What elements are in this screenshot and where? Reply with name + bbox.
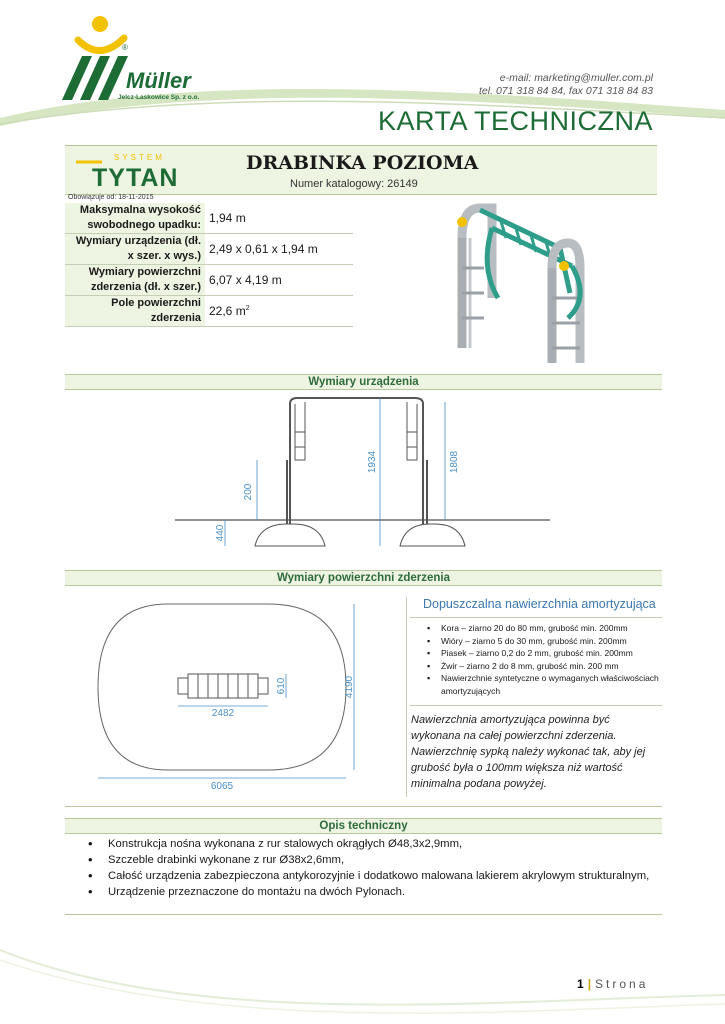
description-list bbox=[88, 836, 668, 900]
specs-table bbox=[65, 203, 353, 327]
list-item: ▪ Kora – ziarno 20 do 80 mm, grubość min. 200mm bbox=[427, 622, 667, 635]
list-item: • Całość urządzenia zabezpieczona antykorozyjnie i dodatkowo malowana lakierem akrylowym strukturalnym, bbox=[88, 868, 668, 884]
spec-row bbox=[65, 265, 353, 296]
product-render bbox=[440, 198, 600, 368]
product-name: DRABINKA POZIOMA bbox=[246, 152, 479, 174]
spec-row bbox=[65, 234, 353, 265]
spec-label: Pole powierzchni zderzenia bbox=[65, 296, 205, 327]
spec-row bbox=[65, 203, 353, 234]
svg-text:SYSTEM: SYSTEM bbox=[114, 153, 165, 162]
divider bbox=[410, 705, 662, 706]
list-item: • Konstrukcja nośna wykonana z rur stalowych okrągłych Ø48,3x2,9mm, bbox=[88, 836, 668, 852]
catalog-number bbox=[290, 178, 418, 190]
brand-subtitle: Jelcz-Laskowice Sp. z o.o. bbox=[118, 94, 200, 101]
spec-value: 6,07 x 4,19 m bbox=[205, 265, 353, 296]
dim-area-length: 6065 bbox=[210, 781, 234, 792]
dim-device-length: 2482 bbox=[211, 708, 235, 719]
valid-from: Obowiązuje od: 18-11-2015 bbox=[68, 194, 154, 201]
brand-name: Müller bbox=[126, 68, 191, 93]
dim-area-height: 4190 bbox=[344, 675, 355, 699]
spec-label: Wymiary urządzenia (dł. x szer. x wys.) bbox=[65, 234, 205, 265]
spec-label: Wymiary powierzchni zderzenia (dł. x szer.) bbox=[65, 265, 205, 296]
spec-label: Maksymalna wysokość swobodnego upadku: bbox=[65, 203, 205, 234]
list-item: • Urządzenie przeznaczone do montażu na dwóch Pylonach. bbox=[88, 884, 668, 900]
spec-row bbox=[65, 296, 353, 327]
dim-device-width: 610 bbox=[276, 677, 287, 695]
surface-note: Nawierzchnia amortyzująca powinna być wykonana na całej powierzchni zderzenia. Nawierzchnię sypką należy wykonać tak, aby jej grubość była o 100mm większa niż wartość minimalna podana powyżej. bbox=[411, 714, 646, 790]
registered-mark: ® bbox=[122, 43, 128, 52]
contact-phone: tel. 071 318 84 84, fax 071 318 84 83 bbox=[479, 85, 653, 97]
contact-email: e-mail: marketing@muller.com.pl bbox=[499, 72, 653, 84]
list-item: ▪ Nawierzchnie syntetyczne o wymaganych właściwościach amortyzujących bbox=[427, 672, 667, 697]
list-item: ▪ Piasek – ziarno 0,2 do 2 mm, grubość min. 200mm bbox=[427, 647, 667, 660]
surface-title: Dopuszczalna nawierzchnia amortyzująca bbox=[423, 597, 656, 611]
divider bbox=[406, 597, 407, 797]
divider bbox=[65, 914, 662, 915]
document-title: KARTA TECHNICZNA bbox=[377, 106, 653, 136]
page-number: 1 bbox=[577, 977, 584, 991]
page-footer bbox=[577, 977, 648, 991]
dim-height-total: 1934 bbox=[367, 450, 378, 474]
surface-list bbox=[427, 622, 667, 697]
tytan-logo bbox=[72, 148, 192, 190]
spec-value: 22,6 $m^2$ bbox=[205, 296, 353, 327]
list-item: • Szczeble drabinki wykonane z rur Ø38x2,6mm, bbox=[88, 852, 668, 868]
svg-text:TYTAN: TYTAN bbox=[92, 164, 179, 190]
footer-separator: | bbox=[587, 977, 592, 991]
elevation-drawing bbox=[175, 392, 550, 552]
list-item: ▪ Żwir – ziarno 2 do 8 mm, grubość min. 200 mm bbox=[427, 660, 667, 673]
section-dimensions: Wymiary urządzenia bbox=[65, 374, 662, 390]
muller-logo bbox=[62, 16, 128, 100]
catalog-label: Numer katalogowy: bbox=[290, 178, 385, 190]
spec-value: 1,94 m bbox=[205, 203, 353, 234]
dim-height-side: 1808 bbox=[449, 450, 460, 474]
divider bbox=[410, 617, 662, 618]
dim-depth: 440 bbox=[215, 524, 226, 542]
section-description: Opis techniczny bbox=[65, 818, 662, 834]
section-impact-area: Wymiary powierzchni zderzenia bbox=[65, 570, 662, 586]
catalog-value: 26149 bbox=[387, 178, 418, 190]
plan-drawing bbox=[88, 592, 388, 797]
list-item: ▪ Wióry – ziarno 5 do 30 mm, grubość min. 200mm bbox=[427, 635, 667, 648]
contact-info bbox=[479, 72, 653, 98]
page-word: Strona bbox=[595, 977, 649, 991]
spec-value: 2,49 x 0,61 x 1,94 m bbox=[205, 234, 353, 265]
dim-height-lower: 200 bbox=[243, 483, 254, 501]
divider bbox=[65, 806, 662, 807]
